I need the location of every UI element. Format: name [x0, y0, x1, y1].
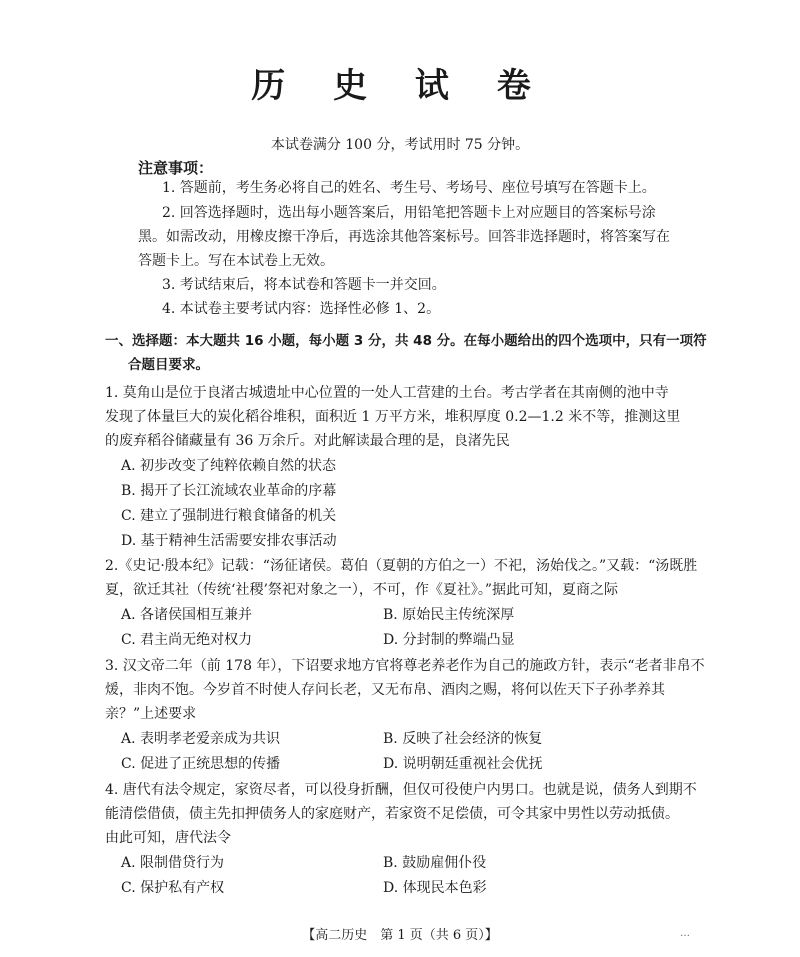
- question-1-stem: 发现了体量巨大的炭化稻谷堆积，面积近 1 万平方米，堆积厚度 0.2—1.2 米不等，推测这里: [105, 409, 681, 425]
- question-1-option-d: D. 基于精神生活需要安排农事活动: [121, 533, 337, 549]
- question-3-stem: 3. 汉文帝二年（前 178 年），下诏要求地方官将尊老养老作为自己的施政方针，表示“老者非帛不: [105, 658, 705, 674]
- question-3-stem: 亲？”上述要求: [105, 706, 197, 722]
- question-4-stem: 能清偿借债，债主先扣押债务人的家庭财产，若家资不足偿债，可令其家中男性以劳动抵债。: [105, 806, 679, 822]
- notice-heading: 注意事项：: [138, 159, 214, 177]
- question-3-stem: 煖，非肉不饱。今岁首不时使人存问长老，又无布帛、酒肉之赐，将何以佐天下子孙孝养其: [105, 682, 665, 698]
- question-1-stem: 1. 莫角山是位于良渚古城遗址中心位置的一处人工营建的土台。考古学者在其南侧的池中寺: [105, 385, 669, 401]
- question-3-option-c: C. 促进了正统思想的传播: [121, 756, 281, 772]
- notice-line: 4. 本试卷主要考试内容：选择性必修 1、2。: [162, 301, 441, 317]
- notice-line: 2. 回答选择题时，选出每小题答案后，用铅笔把答题卡上对应题目的答案标号涂: [162, 205, 656, 221]
- question-3-option-b: B. 反映了社会经济的恢复: [383, 731, 543, 747]
- question-1-option-c: C. 建立了强制进行粮食储备的机关: [121, 508, 337, 524]
- section-instruction: 一、选择题：本大题共 16 小题，每小题 3 分，共 48 分。在每小题给出的四个选项中，只有一项符: [105, 333, 707, 349]
- question-3-option-d: D. 说明朝廷重视社会优抚: [383, 756, 543, 772]
- corner-mark: …: [680, 928, 690, 939]
- question-1-stem: 的废弃稻谷储藏量有 36 万余斤。对此解读最合理的是，良渚先民: [105, 433, 510, 449]
- notice-line: 1. 答题前，考生务必将自己的姓名、考生号、考场号、座位号填写在答题卡上。: [162, 180, 656, 196]
- notice-line: 答题卡上。写在本试卷上无效。: [138, 253, 334, 269]
- question-4-stem: 4. 唐代有法令规定，家资尽者，可以役身折酬，但仅可役使户内男口。也就是说，债务人到期不: [105, 782, 697, 798]
- question-2-option-b: B. 原始民主传统深厚: [383, 607, 515, 623]
- question-3-option-a: A. 表明孝老爱亲成为共识: [121, 731, 281, 747]
- page-title: 历 史 试 卷: [251, 66, 549, 106]
- section-instruction-cont: 合题目要求。: [128, 357, 209, 373]
- question-4-option-a: A. 限制借贷行为: [121, 855, 225, 871]
- question-2-option-c: C. 君主尚无绝对权力: [121, 632, 253, 648]
- question-2-stem: 夏，欲迁其社（传统‘社稷’祭祀对象之一），不可，作《夏社》。”据此可知，夏商之际: [105, 582, 619, 598]
- question-4-option-b: B. 鼓励雇佣仆役: [383, 855, 487, 871]
- question-2-option-a: A. 各诸侯国相互兼并: [121, 607, 253, 623]
- question-1-option-a: A. 初步改变了纯粹依赖自然的状态: [121, 458, 337, 474]
- question-4-option-d: D. 体现民本色彩: [383, 880, 487, 896]
- question-2-stem: 2.《史记·殷本纪》记载：“汤征诸侯。葛伯（夏朝的方伯之一）不祀，汤始伐之。”又载：“汤既胜: [105, 558, 698, 574]
- question-2-option-d: D. 分封制的弊端凸显: [383, 632, 515, 648]
- page-footer: 【高二历史 第 1 页（共 6 页）】: [302, 928, 498, 943]
- question-4-stem: 由此可知，唐代法令: [105, 830, 231, 846]
- question-1-option-b: B. 揭开了长江流域农业革命的序幕: [121, 483, 337, 499]
- exam-subtitle: 本试卷满分 100 分，考试用时 75 分钟。: [270, 137, 530, 153]
- notice-line: 黑。如需改动，用橡皮擦干净后，再选涂其他答案标号。回答非选择题时，将答案写在: [138, 229, 670, 245]
- notice-line: 3. 考试结束后，将本试卷和答题卡一并交回。: [162, 277, 446, 293]
- question-4-option-c: C. 保护私有产权: [121, 880, 225, 896]
